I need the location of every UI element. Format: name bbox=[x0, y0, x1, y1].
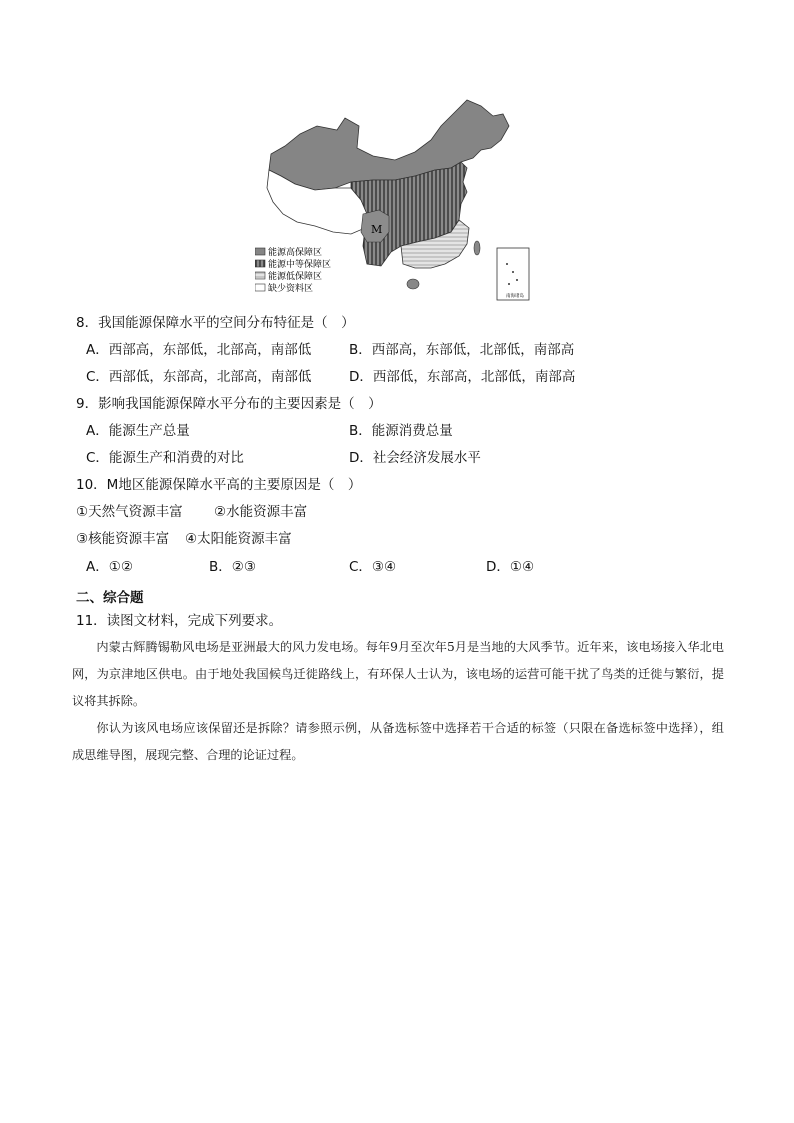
q11-paragraph-2: 你认为该风电场应该保留还是拆除？请参照示例，从备选标签中选择若干合适的标签（只限在备选标签中选择），组成思维导图，展现完整、合理的论证过程。 bbox=[72, 721, 724, 762]
q11-stem: 11．读图文材料，完成下列要求。 bbox=[76, 613, 283, 629]
q10-option-c[interactable]: C．③④ bbox=[349, 559, 397, 575]
legend-no-data: 缺少资料区 bbox=[268, 284, 314, 294]
q10-statement-2: ②水能资源丰富 bbox=[214, 504, 308, 520]
map-legend bbox=[255, 246, 331, 294]
q8-option-d[interactable]: D．西部低，东部高，北部低，南部高 bbox=[349, 369, 576, 385]
q11-paragraph-1: 内蒙古辉腾锡勒风电场是亚洲最大的风力发电场。每年9月至次年5月是当地的大风季节。近年来，该电场接入华北电网，为京津地区供电。由于地处我国候鸟迁徙路线上，有环保人士认为，该电场的运营可能干扰了鸟类的迁徙与繁衍，提议将其拆除。 bbox=[72, 640, 724, 708]
south-china-sea-inset bbox=[497, 248, 529, 300]
q9-option-a[interactable]: A．能源生产总量 bbox=[86, 423, 190, 439]
taiwan-island bbox=[474, 241, 480, 255]
q8-stem: 8．我国能源保障水平的空间分布特征是（ ） bbox=[76, 315, 355, 331]
inset-caption: 南海诸岛 bbox=[506, 294, 524, 299]
q9-option-d[interactable]: D．社会经济发展水平 bbox=[349, 450, 481, 466]
region-high-security bbox=[269, 100, 509, 190]
energy-security-map bbox=[255, 96, 539, 302]
hainan-island bbox=[407, 279, 419, 289]
legend-medium: 能源中等保障区 bbox=[268, 260, 332, 270]
q8-option-c[interactable]: C．西部低，东部高，北部高，南部低 bbox=[86, 369, 312, 385]
q10-statement-1: ①天然气资源丰富 bbox=[76, 504, 183, 520]
legend-high: 能源高保障区 bbox=[268, 248, 323, 258]
q9-stem: 9．影响我国能源保障水平分布的主要因素是（ ） bbox=[76, 396, 382, 412]
q10-option-a[interactable]: A．①② bbox=[86, 559, 133, 575]
q9-option-b[interactable]: B．能源消费总量 bbox=[349, 423, 453, 439]
map-marker-m: M bbox=[371, 223, 383, 236]
section-title: 二、综合题 bbox=[76, 590, 144, 606]
q8-option-b[interactable]: B．西部高，东部低，北部低，南部高 bbox=[349, 342, 575, 358]
q10-stem: 10．M地区能源保障水平高的主要原因是（ ） bbox=[76, 477, 362, 493]
q11-material bbox=[72, 634, 724, 769]
q8-option-a[interactable]: A．西部高，东部低，北部高，南部低 bbox=[86, 342, 312, 358]
q10-option-b[interactable]: B．②③ bbox=[209, 559, 256, 575]
q9-option-c[interactable]: C．能源生产和消费的对比 bbox=[86, 450, 244, 466]
q10-statement-3: ③核能资源丰富 bbox=[76, 531, 170, 547]
legend-low: 能源低保障区 bbox=[268, 272, 323, 282]
q10-option-d[interactable]: D．①④ bbox=[486, 559, 535, 575]
q10-statement-4: ④太阳能资源丰富 bbox=[185, 531, 292, 547]
